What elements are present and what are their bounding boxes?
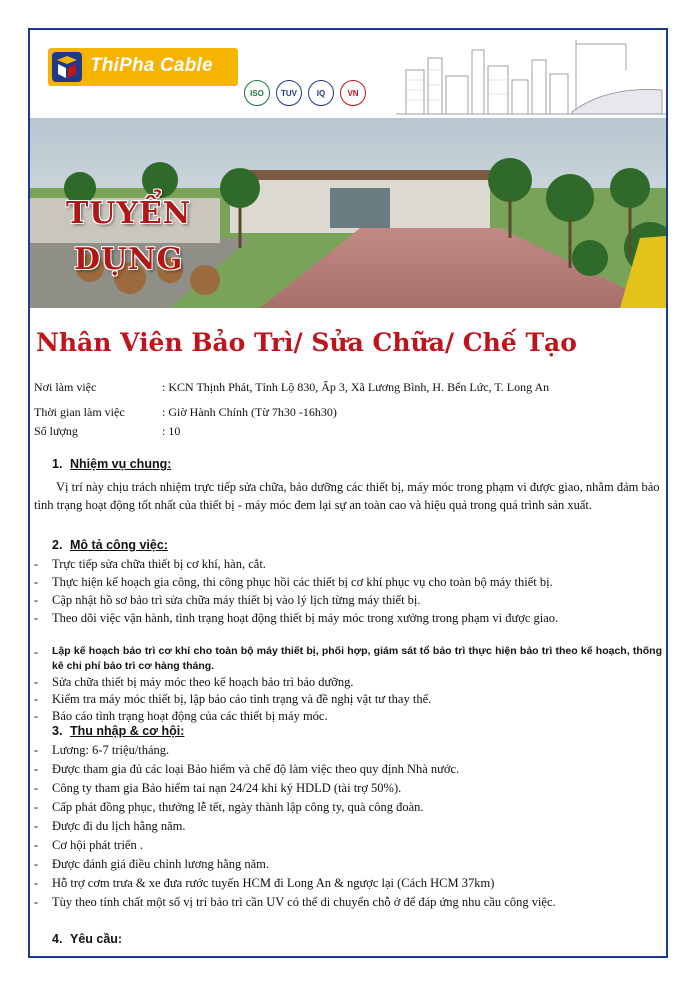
list-item: - Lương: 6-7 triệu/tháng. bbox=[34, 743, 170, 757]
list-item: - Báo cáo tình trạng hoạt động của các thiết bị máy móc. bbox=[34, 709, 328, 723]
cert-badge-icon: IQ bbox=[308, 80, 334, 106]
cert-badge-icon: VN bbox=[340, 80, 366, 106]
list-item: - Hỗ trợ cơm trưa & xe đưa rước tuyến HCM đi Long An & ngược lại (Cách HCM 37km) bbox=[34, 876, 495, 890]
info-value: : 10 bbox=[162, 424, 181, 438]
cert-badge-icon: ISO bbox=[244, 80, 270, 106]
section-heading: 2. Mô tả công việc: bbox=[52, 538, 168, 552]
list-item: - Được đi du lịch hằng năm. bbox=[34, 819, 186, 833]
list-item: - Sửa chữa thiết bị máy móc theo kế hoạch bảo trì bảo dưỡng. bbox=[34, 675, 354, 689]
list-item: - Cập nhật hồ sơ bảo trì sửa chữa máy thiết bị vào lý lịch từng máy thiết bị. bbox=[34, 593, 421, 607]
info-value: : KCN Thịnh Phát, Tỉnh Lộ 830, Ấp 3, Xã Lương Bình, H. Bến Lức, T. Long An bbox=[162, 380, 550, 394]
banner-heading-line1: TUYỂN bbox=[66, 196, 192, 231]
list-item: - Cơ hội phát triển . bbox=[34, 838, 143, 852]
list-item: - Được tham gia đủ các loại Bảo hiểm và chế độ làm việc theo quy định Nhà nước. bbox=[34, 762, 460, 776]
section-heading: 4. Yêu cầu: bbox=[52, 932, 123, 946]
cert-badge-icon: TUV bbox=[276, 80, 302, 106]
list-item: - Được đánh giá điều chỉnh lương hằng năm. bbox=[34, 857, 269, 871]
section-heading: 3. Thu nhập & cơ hội: bbox=[52, 724, 185, 738]
list-item: - Theo dõi việc vận hành, tình trạng hoạt động thiết bị máy móc trong xưởng trong phạm vi được giao. bbox=[34, 611, 559, 625]
certification-badges bbox=[244, 80, 366, 106]
list-item: - Tùy theo tính chất một số vị trí bảo trì cần UV có thể di chuyển chỗ ở để đáp ứng nhu cầu công việc. bbox=[34, 895, 556, 909]
section-heading: 1. Nhiệm vụ chung: bbox=[52, 457, 172, 471]
job-title: Nhân Viên Bảo Trì/ Sửa Chữa/ Chế Tạo bbox=[36, 328, 577, 357]
factory-banner-photo bbox=[30, 118, 666, 308]
city-skyline-illustration bbox=[396, 30, 666, 118]
list-item: - Thực hiện kế hoạch gia công, thi công phục hồi các thiết bị cơ khí phục vụ cho toàn bộ máy thiết bị. bbox=[34, 575, 553, 589]
list-item: - Công ty tham gia Bảo hiểm tai nạn 24/24 khi ký HDLD (tài trợ 50%). bbox=[34, 781, 402, 795]
list-item: - Kiểm tra máy móc thiết bị, lập báo cáo tình trạng và đề nghị vật tư thay thế. bbox=[34, 692, 432, 706]
info-label: Nơi làm việc bbox=[34, 380, 97, 394]
list-item: - Cấp phát đồng phục, thưởng lễ tết, ngày thành lập công ty, quà công đoàn. bbox=[34, 800, 424, 814]
list-item: - Trực tiếp sửa chữa thiết bị cơ khí, hàn, cắt. bbox=[34, 557, 266, 571]
list-item: - Lập kế hoạch bảo trì cơ khí cho toàn bộ máy thiết bị, phối hợp, giám sát tổ bảo trì thực hiện bảo trì theo kế hoạch, thống kê chi phí bảo trì cơ hàng tháng. bbox=[34, 645, 662, 672]
info-label: Thời gian làm việc bbox=[34, 405, 125, 419]
general-duty-paragraph: Vị trí này chịu trách nhiệm trực tiếp sửa chữa, bảo dưỡng các thiết bị, máy móc trong phạm vi được giao, nhằm đảm bảo tình trạng hoạt động tốt nhất của thiết bị - máy móc đem lại sự an toàn cao và hiệu quả trong quá trình sản xuất. bbox=[34, 480, 660, 512]
banner-heading-line2: DỤNG bbox=[74, 242, 184, 277]
info-label: Số lượng bbox=[34, 424, 78, 438]
flyer bbox=[28, 28, 668, 958]
header bbox=[30, 30, 666, 118]
info-value: : Giờ Hành Chính (Từ 7h30 -16h30) bbox=[162, 405, 337, 419]
logo-text: ThiPha Cable bbox=[90, 55, 213, 76]
company-logo bbox=[48, 48, 238, 86]
